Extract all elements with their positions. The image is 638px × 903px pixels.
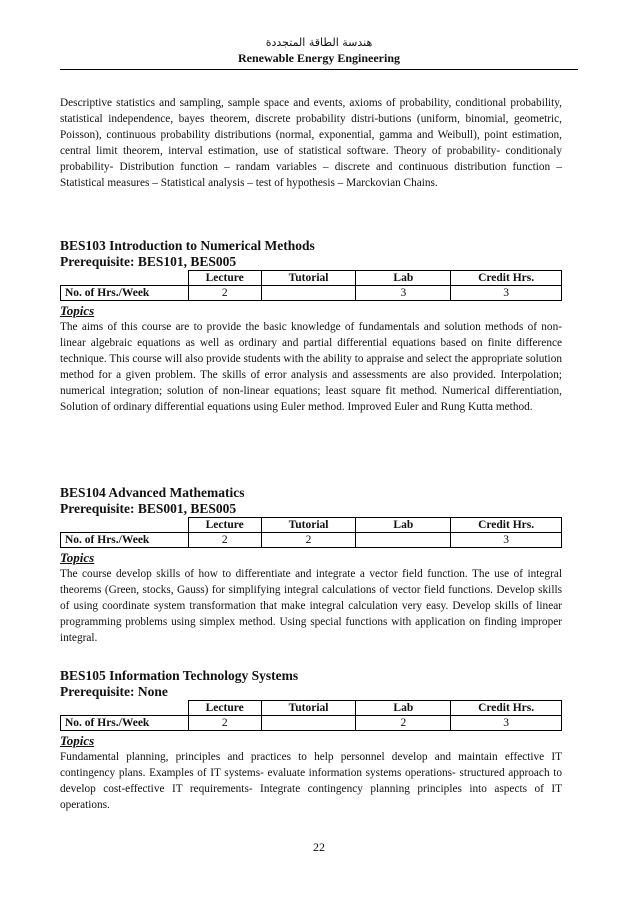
header-lecture: Lecture bbox=[188, 518, 261, 533]
row-label: No. of Hrs./Week bbox=[61, 716, 189, 731]
lab-value: 2 bbox=[356, 716, 451, 731]
header-lecture: Lecture bbox=[188, 271, 261, 286]
hours-table-row bbox=[61, 716, 562, 731]
header-tutorial: Tutorial bbox=[261, 518, 356, 533]
lecture-value: 2 bbox=[188, 533, 261, 548]
header-tutorial: Tutorial bbox=[261, 271, 356, 286]
header-divider bbox=[60, 69, 578, 70]
row-label: No. of Hrs./Week bbox=[61, 533, 189, 548]
course-prerequisite: Prerequisite: BES001, BES005 bbox=[60, 501, 237, 516]
hours-table-header-row bbox=[61, 518, 562, 533]
header-credit: Credit Hrs. bbox=[451, 518, 562, 533]
header-lab: Lab bbox=[356, 701, 451, 716]
hours-table bbox=[60, 270, 562, 301]
page-number: 22 bbox=[313, 840, 325, 854]
credit-value: 3 bbox=[451, 533, 562, 548]
page-header bbox=[0, 36, 638, 66]
tutorial-value bbox=[261, 286, 356, 301]
lab-value bbox=[356, 533, 451, 548]
hours-table-header-row bbox=[61, 701, 562, 716]
header-tutorial: Tutorial bbox=[261, 701, 356, 716]
lab-value: 3 bbox=[356, 286, 451, 301]
blank-cell bbox=[61, 271, 189, 286]
credit-value: 3 bbox=[451, 716, 562, 731]
topics-heading: Topics bbox=[60, 550, 95, 565]
lecture-value: 2 bbox=[188, 286, 261, 301]
blank-cell bbox=[61, 518, 189, 533]
header-lab: Lab bbox=[356, 518, 451, 533]
blank-cell bbox=[61, 701, 189, 716]
course-title: BES103 Introduction to Numerical Methods bbox=[60, 238, 315, 253]
credit-value: 3 bbox=[451, 286, 562, 301]
tutorial-value: 2 bbox=[261, 533, 356, 548]
course-description: The aims of this course are to provide the basic knowledge of fundamentals and solution methods of non-linear algebraic equations as well as ordinary and partial differential equations based on finite difference technique. This course will also provide students with the ability to appraise and select the appropriate solution method for a given problem. The skills of error analysis and assessments are also provided. Interpolation; numerical integration; solution of non-linear equations; least square fit method. Numerical differentiation, Solution of ordinary differential equations using Euler method. Improved Euler and Rung Kutta method. bbox=[60, 321, 562, 413]
course-description: The course develop skills of how to differentiate and integrate a vector field function. The use of integral theorems (Green, stocks, Gauss) for simplifying integral calculations of vector field functions. Develop skills of using coordinate system transformation that make integral calculation very easy. Develop skills of linear programming problems using simplex method. Using special functions with application on finding improper integral. bbox=[60, 568, 562, 644]
header-credit: Credit Hrs. bbox=[451, 271, 562, 286]
intro-paragraph: Descriptive statistics and sampling, sample space and events, axioms of probability, conditional probability, statistical independence, bayes theorem, discrete probability distri-butions (uniform, binomial, geometric, Poisson), continuous probability distributions (normal, exponential, gamma and Weibull), point estimation, central limit theorem, interval estimation, use of statistical software. Theory of probability- conditionaly probability- Distribution function – randam variables – discrete and continuous distribution function – Statistical measures – Statistical analysis – test of hypothesis – Marckovian Chains. bbox=[60, 97, 562, 189]
topics-heading: Topics bbox=[60, 733, 95, 748]
header-lab: Lab bbox=[356, 271, 451, 286]
course-title: BES105 Information Technology Systems bbox=[60, 668, 299, 683]
hours-table-row bbox=[61, 533, 562, 548]
header-arabic-title: هندسة الطاقة المتجددة bbox=[265, 36, 373, 49]
course-prerequisite: Prerequisite: BES101, BES005 bbox=[60, 254, 237, 269]
hours-table-row bbox=[61, 286, 562, 301]
course-bes105 bbox=[60, 668, 562, 813]
hours-table bbox=[60, 700, 562, 731]
header-english-title: Renewable Energy Engineering bbox=[238, 51, 400, 65]
course-bes103 bbox=[60, 238, 562, 415]
tutorial-value bbox=[261, 716, 356, 731]
course-title: BES104 Advanced Mathematics bbox=[60, 485, 245, 500]
header-lecture: Lecture bbox=[188, 701, 261, 716]
intro-section bbox=[60, 95, 562, 191]
course-prerequisite: Prerequisite: None bbox=[60, 684, 168, 699]
hours-table-header-row bbox=[61, 271, 562, 286]
row-label: No. of Hrs./Week bbox=[61, 286, 189, 301]
course-description: Fundamental planning, principles and practices to help personnel develop and maintain effective IT contingency plans. Examples of IT systems- evaluate information systems operations- structured approach to develop cost-effective IT requirements- Integrate contingency planning principles into aspects of IT operations. bbox=[60, 751, 562, 811]
hours-table bbox=[60, 517, 562, 548]
topics-heading: Topics bbox=[60, 303, 95, 318]
lecture-value: 2 bbox=[188, 716, 261, 731]
header-credit: Credit Hrs. bbox=[451, 701, 562, 716]
course-bes104 bbox=[60, 485, 562, 646]
